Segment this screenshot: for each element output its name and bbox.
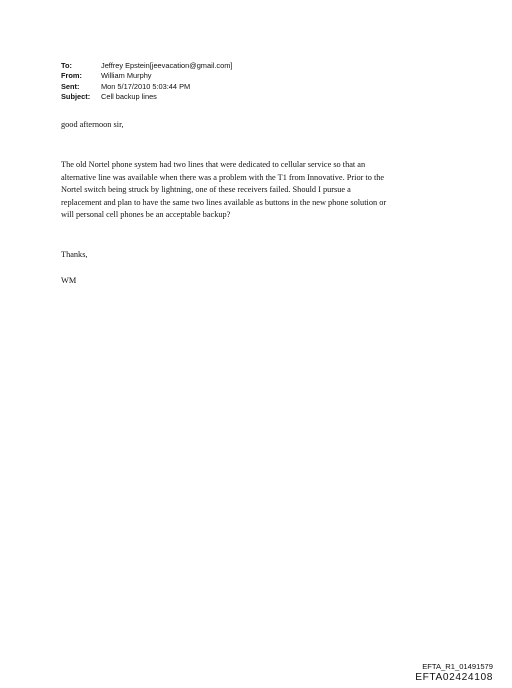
sent-row — [61, 82, 232, 92]
subject-label: Subject: — [61, 91, 91, 101]
subject-value: Cell backup lines — [101, 91, 157, 101]
doc-id-stamp: EFTA_R1_01491579 — [422, 662, 493, 671]
email-body-paragraph — [61, 159, 386, 222]
body-line: replacement and plan to have the same two lines available as buttons in the new phone solution or — [61, 197, 387, 207]
body-line: will personal cell phones be an acceptable backup? — [61, 210, 231, 220]
email-signature: WM — [61, 276, 77, 285]
from-row — [61, 71, 232, 81]
sent-value: Mon 5/17/2010 5:03:44 PM — [101, 81, 191, 91]
to-value: Jeffrey Epstein[jeevacation@gmail.com] — [101, 61, 233, 70]
from-value: William Murphy — [101, 71, 152, 81]
sent-label: Sent: — [61, 81, 80, 91]
from-label: From: — [61, 71, 82, 81]
email-closing: Thanks, — [61, 250, 88, 259]
to-row — [61, 61, 232, 71]
document-footer — [415, 662, 493, 684]
body-line: The old Nortel phone system had two lines that were dedicated to cellular service so that an — [61, 160, 366, 169]
subject-row — [61, 92, 232, 102]
to-label: To: — [61, 61, 72, 70]
body-line: Nortel switch being struck by lightning, one of these receivers failed. Should I pursue a — [61, 185, 351, 195]
email-header — [61, 61, 232, 102]
bates-number-stamp: EFTA02424108 — [415, 672, 493, 683]
email-greeting: good afternoon sir, — [61, 120, 124, 129]
body-line: alternative line was available when there was a problem with the T1 from Innovative. Prior to the — [61, 172, 385, 182]
